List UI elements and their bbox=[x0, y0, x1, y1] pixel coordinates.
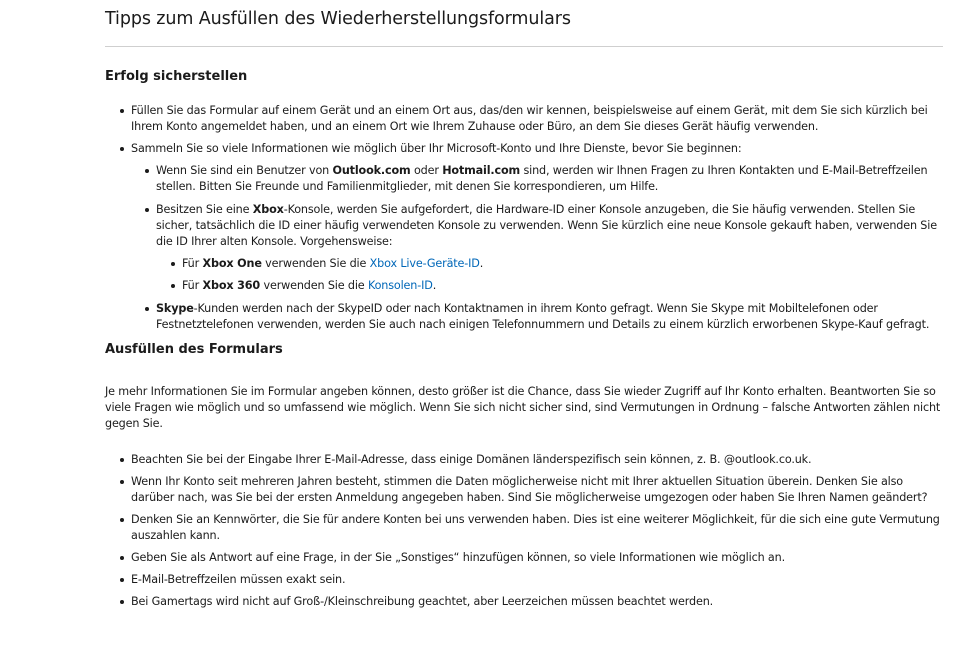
xbox-360-label: Xbox 360 bbox=[202, 279, 261, 292]
text: Wenn Sie sind ein Benutzer von bbox=[156, 164, 333, 177]
text: verwenden Sie die bbox=[260, 279, 368, 292]
text: Besitzen Sie eine bbox=[156, 203, 253, 216]
list-item-outlook bbox=[156, 163, 943, 195]
xbox-one-label: Xbox One bbox=[202, 257, 262, 270]
text: oder bbox=[410, 164, 443, 177]
list-item: Denken Sie an Kennwörter, die Sie für andere Konten bei uns verwenden haben. Dies ist eine weiterer Möglichkeit, für die sich eine gute Vermutung auszahlen kann. bbox=[131, 512, 943, 544]
list-item: Beachten Sie bei der Eingabe Ihrer E-Mail-Adresse, dass einige Domänen länderspezifisch sein können, z. B. @outlook.co.uk. bbox=[131, 452, 943, 468]
console-id-link[interactable]: Konsolen-ID bbox=[367, 279, 433, 292]
title-divider bbox=[105, 46, 943, 47]
list-item: E-Mail-Betreffzeilen müssen exakt sein. bbox=[131, 572, 943, 588]
section-heading-success: Erfolg sicherstellen bbox=[105, 69, 248, 84]
list-item: Geben Sie als Antwort auf eine Frage, in der Sie „Sonstiges“ hinzufügen können, so viele Informationen wie möglich an. bbox=[131, 550, 943, 566]
outlook-label: Outlook.com bbox=[332, 164, 411, 177]
text: Für bbox=[182, 279, 203, 292]
text: -Kunden werden nach der SkypeID oder nach Kontaktnamen in ihrem Konto gefragt. Wenn Sie Skype mit Mobiltelefonen oder Festnetztelefonen verwenden, werden Sie auch nach einigen Telefonnummern und Details zu einem kürzlich erworbenen Skype-Kauf gefragt. bbox=[156, 302, 930, 331]
text: verwenden Sie die bbox=[261, 257, 370, 270]
list-item-xbox bbox=[156, 202, 943, 294]
xbox-label: Xbox bbox=[252, 203, 284, 216]
list-item bbox=[131, 141, 943, 333]
success-list bbox=[105, 103, 943, 333]
list-item: Füllen Sie das Formular auf einem Gerät und an einem Ort aus, das/den wir kennen, beispielsweise auf einem Gerät, mit dem Sie sich kürzlich bei Ihrem Konto angemeldet haben, und an einem Ort wie Ihrem Zuhause oder Büro, an dem Sie dieses Gerät häufig verwenden. bbox=[131, 103, 943, 135]
article bbox=[105, 0, 943, 616]
text: . bbox=[432, 279, 437, 292]
xbox-list bbox=[156, 256, 943, 294]
list-item: Wenn Ihr Konto seit mehreren Jahren besteht, stimmen die Daten möglicherweise nicht mit Ihrer aktuellen Situation überein. Denken Sie also darüber nach, was Sie bei der ersten Anmeldung angegeben haben. Sind Sie möglicherweise umgezogen oder haben Sie Ihren Namen geändert? bbox=[131, 474, 943, 506]
list-item-xbox-360 bbox=[182, 278, 943, 294]
list-item-xbox-one bbox=[182, 256, 943, 272]
list-item-skype bbox=[156, 301, 943, 333]
text: Für bbox=[182, 257, 203, 270]
text: . bbox=[479, 257, 484, 270]
form-intro-paragraph: Je mehr Informationen Sie im Formular angeben können, desto größer ist die Chance, dass Sie wieder Zugriff auf Ihr Konto erhalten. Beantworten Sie so viele Fragen wie möglich und so umfassend wie möglich. Wenn Sie sich nicht sicher sind, sind Vermutungen in Ordnung – falsche Antworten zählen nicht gegen Sie. bbox=[105, 385, 941, 430]
list-item: Bei Gamertags wird nicht auf Groß-/Kleinschreibung geachtet, aber Leerzeichen müssen beachtet werden. bbox=[131, 594, 943, 610]
section-heading-form: Ausfüllen des Formulars bbox=[105, 342, 283, 357]
page-title: Tipps zum Ausfüllen des Wiederherstellungsformulars bbox=[105, 9, 571, 29]
list-item-text: Sammeln Sie so viele Informationen wie möglich über Ihr Microsoft-Konto und Ihre Dienste, bevor Sie beginnen: bbox=[131, 142, 742, 155]
form-tips-list bbox=[105, 452, 943, 610]
hotmail-label: Hotmail.com bbox=[442, 164, 521, 177]
skype-label: Skype bbox=[156, 302, 194, 315]
text: sind, werden wir Ihnen Fragen zu Ihren Kontakten und E-Mail-Betreffzeilen stellen. Bitten Sie Freunde und Familienmitglieder, mit denen Sie korrespondieren, um Hilfe. bbox=[156, 164, 928, 193]
xbox-live-device-id-link[interactable]: Xbox Live-Geräte-ID bbox=[369, 257, 480, 270]
text: -Konsole, werden Sie aufgefordert, die Hardware-ID einer Konsole anzugeben, die Sie häufig verwenden. Stellen Sie sicher, tatsächlich die ID einer häufig verwendeten Konsole zu verwenden. Wenn Sie kürzlich eine neue Konsole gekauft haben, verwenden Sie die ID Ihrer alten Konsole. Vorgehensweise: bbox=[156, 203, 937, 248]
services-list bbox=[131, 163, 943, 333]
